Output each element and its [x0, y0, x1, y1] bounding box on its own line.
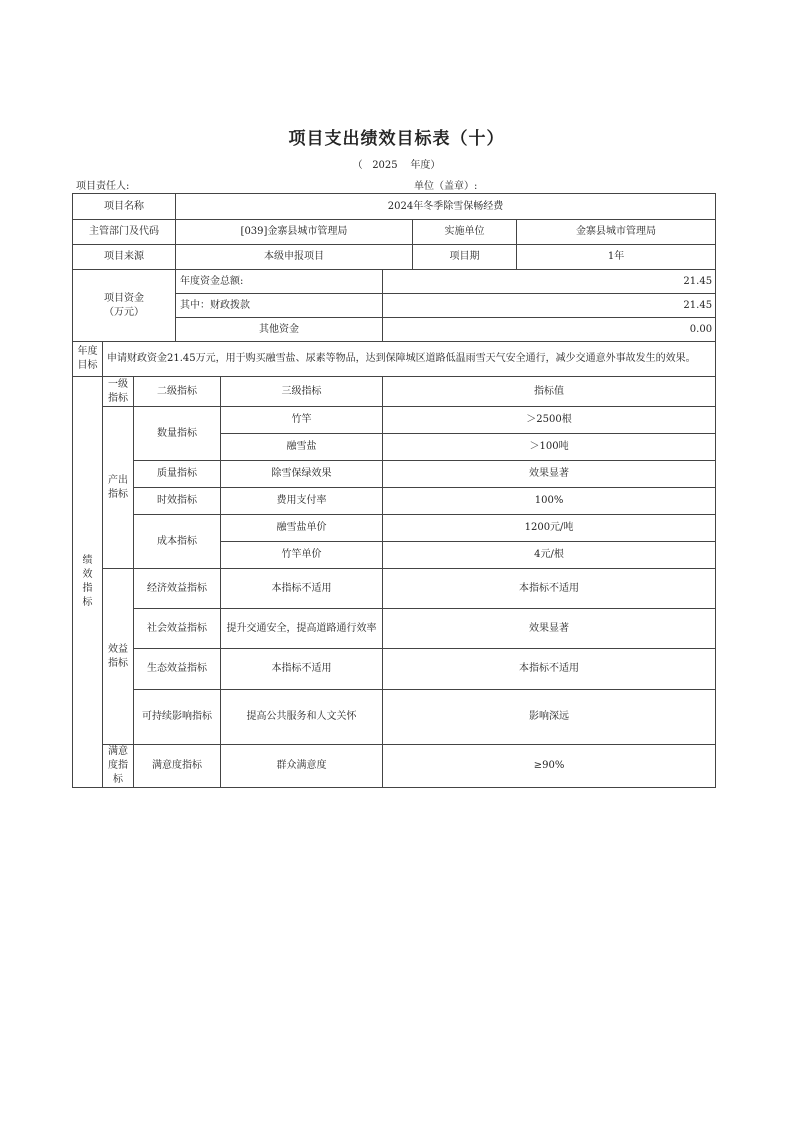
- performance-target-table: [72, 193, 716, 788]
- implementing-unit-value: 金寨县城市管理局: [517, 220, 716, 245]
- project-name-label: 项目名称: [73, 194, 176, 220]
- row-project-name: [73, 194, 716, 220]
- ecological-indicator-label: 生态效益指标: [134, 649, 221, 690]
- cost-item-name: 融雪盐单价: [221, 515, 383, 542]
- annual-goal-label-line1: 年度: [77, 346, 98, 357]
- annual-goal-label: [73, 342, 103, 377]
- row-funds-total: [73, 270, 716, 294]
- row-economic: [73, 569, 716, 609]
- year-value: 2025: [372, 160, 398, 171]
- economic-item-name: 本指标不适用: [221, 569, 383, 609]
- row-satisfaction: [73, 745, 716, 788]
- level1-header-line2: 指标: [108, 392, 128, 404]
- department-label: 主管部门及代码: [73, 220, 176, 245]
- project-period-label: 项目期: [413, 245, 517, 270]
- social-indicator-label: 社会效益指标: [134, 609, 221, 649]
- economic-item-value: 本指标不适用: [383, 569, 716, 609]
- sustainable-indicator-label: 可持续影响指标: [134, 690, 221, 745]
- quantity-item-value: ＞2500根: [383, 407, 716, 434]
- funds-label-line2: （万元）: [104, 306, 144, 318]
- level1-header-line1: 一级: [108, 378, 128, 390]
- total-funds-value: 21.45: [383, 270, 716, 294]
- row-department: [73, 220, 716, 245]
- cost-item-value: 1200元/吨: [383, 515, 716, 542]
- row-ecological: [73, 649, 716, 690]
- project-name-value: 2024年冬季除雪保畅经费: [176, 194, 716, 220]
- row-source: [73, 245, 716, 270]
- social-item-value: 效果显著: [383, 609, 716, 649]
- satisfaction-item-name: 群众满意度: [221, 745, 383, 788]
- quality-item-value: 效果显著: [383, 461, 716, 488]
- row-cost-1: [73, 515, 716, 542]
- row-annual-goal: [73, 342, 716, 377]
- social-item-name: 提升交通安全，提高道路通行效率: [221, 609, 383, 649]
- quantity-item-name: 竹竿: [221, 407, 383, 434]
- cost-item-value: 4元/根: [383, 542, 716, 569]
- row-quantity-1: [73, 407, 716, 434]
- page-title: 项目支出绩效目标表（十）: [288, 129, 505, 149]
- satisfaction-item-value: ≥90%: [383, 745, 716, 788]
- total-funds-label: 年度资金总额:: [176, 270, 383, 294]
- other-funds-label: 其他资金: [176, 318, 383, 342]
- satisfaction-indicator-label: 满意度指标: [134, 745, 221, 788]
- level3-header: 三级指标: [221, 377, 383, 407]
- row-social: [73, 609, 716, 649]
- satisfaction-label-line1: 满意: [108, 746, 128, 757]
- source-label: 项目来源: [73, 245, 176, 270]
- row-quality: [73, 461, 716, 488]
- output-indicator-label: [103, 407, 134, 569]
- row-sustainable: [73, 690, 716, 745]
- perf-char-3: 指: [82, 583, 93, 594]
- quality-item-name: 除雪保绿效果: [221, 461, 383, 488]
- benefit-indicator-label: [103, 569, 134, 745]
- ecological-item-value: 本指标不适用: [383, 649, 716, 690]
- responsible-person-label: 项目责任人:: [76, 181, 130, 192]
- cost-indicator-label: 成本指标: [134, 515, 221, 569]
- fiscal-funds-label: 其中：财政拨款: [176, 294, 383, 318]
- implementing-unit-label: 实施单位: [413, 220, 517, 245]
- satisfaction-label-line3: 标: [113, 774, 123, 785]
- cost-item-name: 竹竿单价: [221, 542, 383, 569]
- quantity-item-name: 融雪盐: [221, 434, 383, 461]
- economic-indicator-label: 经济效益指标: [134, 569, 221, 609]
- output-label-line1: 产出: [108, 474, 128, 486]
- ecological-item-name: 本指标不适用: [221, 649, 383, 690]
- level1-header: [103, 377, 134, 407]
- benefit-label-line1: 效益: [108, 643, 128, 655]
- level2-header: 二级指标: [134, 377, 221, 407]
- quantity-item-value: ＞100吨: [383, 434, 716, 461]
- year-line: [0, 156, 793, 171]
- perf-char-4: 标: [82, 597, 93, 608]
- row-timeliness: [73, 488, 716, 515]
- perf-char-1: 绩: [82, 555, 93, 566]
- satisfaction-level1-label: [103, 745, 134, 788]
- output-label-line2: 指标: [108, 488, 128, 500]
- funds-label-line1: 项目资金: [104, 292, 144, 304]
- satisfaction-label-line2: 度指: [108, 760, 128, 771]
- sustainable-item-value: 影响深远: [383, 690, 716, 745]
- row-indicator-header: [73, 377, 716, 407]
- fiscal-funds-value: 21.45: [383, 294, 716, 318]
- unit-seal-label: 单位（盖章）:: [414, 181, 478, 192]
- department-value: [039]金寨县城市管理局: [176, 220, 413, 245]
- timeliness-item-name: 费用支付率: [221, 488, 383, 515]
- value-header: 指标值: [383, 377, 716, 407]
- source-value: 本级申报项目: [176, 245, 413, 270]
- funds-label: [73, 270, 176, 342]
- year-unit: 年度）: [410, 160, 441, 171]
- other-funds-value: 0.00: [383, 318, 716, 342]
- year-open-paren: （: [352, 160, 363, 171]
- sustainable-item-name: 提高公共服务和人文关怀: [221, 690, 383, 745]
- quality-indicator-label: 质量指标: [134, 461, 221, 488]
- timeliness-indicator-label: 时效指标: [134, 488, 221, 515]
- timeliness-item-value: 100%: [383, 488, 716, 515]
- performance-indicator-label: [73, 377, 103, 788]
- quantity-indicator-label: 数量指标: [134, 407, 221, 461]
- annual-goal-value: 申请财政资金21.45万元，用于购买融雪盐、尿素等物品，达到保障城区道路低温雨雪天气安全通行，减少交通意外事故发生的效果。: [103, 342, 716, 377]
- perf-char-2: 效: [82, 569, 93, 580]
- annual-goal-label-line2: 目标: [77, 360, 98, 371]
- benefit-label-line2: 指标: [108, 657, 128, 669]
- project-period-value: 1年: [517, 245, 716, 270]
